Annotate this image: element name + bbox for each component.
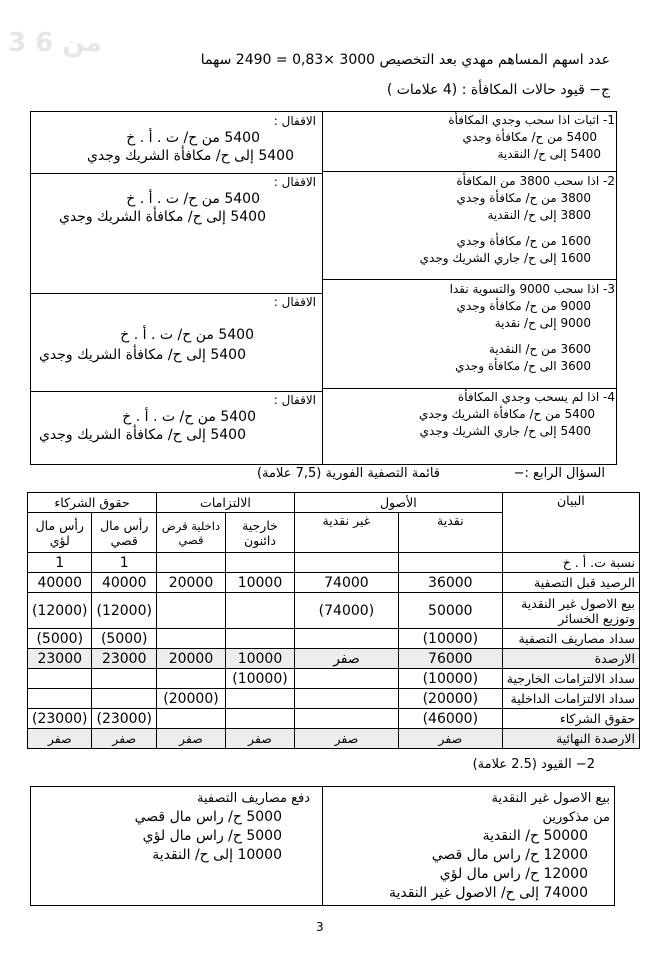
shares-line: عدد اسهم المساهم مهدي بعد التخصيص 3000 ×0,83 = 2490 سهما [200, 52, 610, 68]
liquidation-table [27, 492, 640, 749]
table-row: سداد مصاريف التصفية (10000) (5000) (5000) [28, 629, 640, 649]
q4-subtitle: قائمة التصفية الفورية (7,5 علامة) [256, 466, 440, 481]
table-row: سداد الالتزامات الخارجية (10000) (10000) [28, 669, 640, 689]
table-row: سداد الالتزامات الداخلية (20000) (20000) [28, 689, 640, 709]
table-row: حقوق الشركاء (46000) (23000) (23000) [28, 709, 640, 729]
table-row: الرصيد قبل التصفية 36000 74000 10000 20000 40000 40000 [28, 573, 640, 593]
page-number: 3 [316, 920, 324, 934]
closing-2: الاقفال : 5400 من ح/ ت . أ . خ 5400 إلى ح/ مكافأة الشريك وجدي [58, 175, 316, 225]
case-1: 1- اثبات اذا سحب وجدي المكافأة 5400 من ح/ مكافأة وجدي 5400 إلى ح/ النقدية [448, 113, 615, 161]
col-statement: البيان [502, 493, 639, 553]
entry-sale-noncash: بيع الاصول غير النقدية من مذكورين 50000 ح/ النقدية 12000 ح/ راس مال قصي 12000 ح/ راس مال لؤي 74000 إلى ح/ الاصول غير النقدية [388, 791, 610, 901]
section-c-title: ج− قيود حالات المكافأة : (4 علامات ) [386, 82, 610, 98]
page-watermark: 3 من 6 [8, 28, 102, 58]
col-assets: الأصول [294, 493, 502, 513]
table-row: الارصدة 76000 صفر 10000 20000 23000 23000 [28, 649, 640, 669]
closing-4: الاقفال : 5400 من ح/ ت . أ . خ 5400 إلى ح/ مكافأة الشريك وجدي [38, 393, 316, 443]
case-2: 2- اذا سحب 3800 من المكافأة 3800 من ح/ مكافأة وجدي 3800 إلى ح/ النقدية 1600 من ح/ مكافأة وجدي 1600 إلى ح/ جاري الشريك وجدي [419, 174, 615, 265]
q4-title: السؤال الرابع :− [513, 466, 605, 481]
table-row: بيع الاصول غير النقدية وتوزيع الخسائر 50000 (74000) (12000) (12000) [28, 593, 640, 629]
case-3: 3- اذا سحب 9000 والتسوية نقدا 9000 من ح/ مكافأة وجدي 9000 إلى ح/ نقدية 3600 من ح/ النقدية 3600 الى ح/ مكافأة وجدي [449, 282, 615, 373]
case-4: 4- اذا لم يسحب وجدي المكافأة 5400 من ح/ مكافأة الشريك وجدي 5400 إلى ح/ جاري الشريك وجدي [418, 390, 615, 438]
table-row: نسبة ت. أ . خ 1 1 [28, 553, 640, 573]
sub-capital-luay: رأس مال لؤي [28, 513, 92, 553]
col-liabilities: الالتزامات [156, 493, 294, 513]
sub-external: خارجية دائنون [225, 513, 294, 553]
entry-liquidation-expenses: دفع مصاريف التصفية 5000 ح/ راس مال قصي 5000 ح/ راس مال لؤي 10000 إلى ح/ النقدية [134, 791, 310, 863]
closing-3: الاقفال : 5400 من ح/ ت . أ . خ 5400 إلى ح/ مكافأة الشريك وجدي [38, 295, 316, 363]
entries-title: 2− القيود (2.5 علامة) [472, 757, 595, 772]
sub-internal: داخلية قرض قصي [156, 513, 225, 553]
sub-noncash: غير نقدية [294, 513, 398, 553]
table-row: الارصدة النهائية صفر صفر صفر صفر صفر صفر [28, 729, 640, 749]
col-partners: حقوق الشركاء [28, 493, 157, 513]
closing-1: الاقفال : 5400 من ح/ ت . أ . خ 5400 إلى ح/ مكافأة الشريك وجدي [86, 114, 316, 164]
sub-cash: نقدية [398, 513, 502, 553]
sub-capital-qusay: رأس مال قصي [92, 513, 156, 553]
